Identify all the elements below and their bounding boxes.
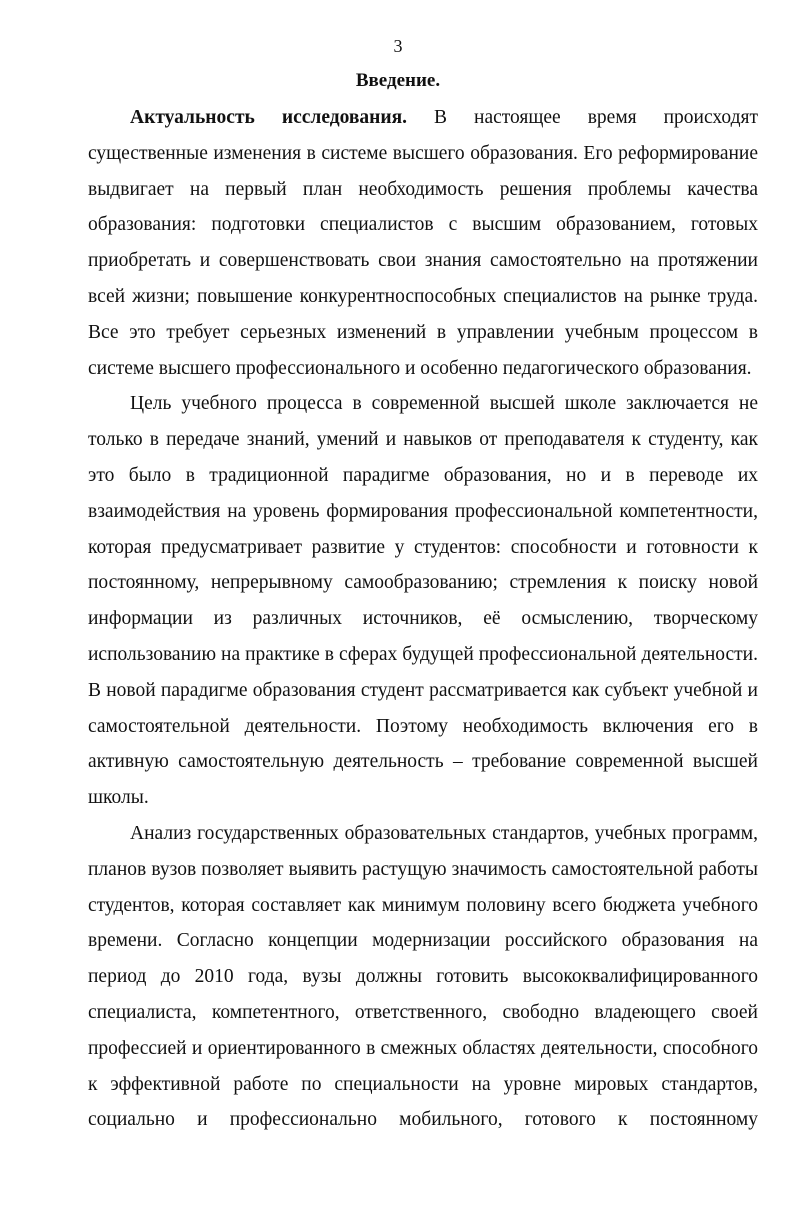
paragraph-text: Цель учебного процесса в современной высшей школе заключается не только в передаче знаний, умений и навыков от преподавателя к студенту, как это было в традиционной парадигме образования, но и в переводе их взаимодействия на уровень формирования профессиональной компетентности, которая предусматривает развитие у студентов: способности и готовности к постоянному, непрерывному самообразованию; стремления к поиску новой информации из различных источников, её осмыслению, творческому использованию на практике в сферах будущей профессиональной деятельности. В новой парадигме образования студент рассматривается как субъект учебной и самостоятельной деятельности. Поэтому необходимость включения его в активную самостоятельную деятельность – требование современной высшей школы. <box>88 393 758 809</box>
section-heading: Введение. <box>355 70 441 91</box>
paragraph-relevance <box>88 100 758 386</box>
paragraph-goal <box>88 386 758 816</box>
page-number: 3 <box>393 36 403 56</box>
paragraph-text: Анализ государственных образовательных стандартов, учебных программ, планов вузов позволяет выявить растущую значимость самостоятельной работы студентов, которая составляет как минимум половину всего бюджета учебного времени. Согласно концепции модернизации российского образования на период до 2010 года, вузы должны готовить высококвалифицированного специалиста, компетентного, ответственного, свободно владеющего своей профессией и ориентированного в смежных областях деятельности, способного к эффективной работе по специальности на уровне мировых стандартов, социально и профессионально мобильного, готового к постоянному <box>88 822 758 1131</box>
paragraph-analysis <box>88 816 758 1138</box>
paragraph-text: В настоящее время происходят существенные изменения в системе высшего образования. Его реформирование выдвигает на первый план необходимость решения проблемы качества образования: подготовки специалистов с высшим образованием, готовых приобретать и совершенствовать свои знания самостоятельно на протяжении всей жизни; повышение конкурентноспособных специалистов на рынке труда. Все это требует серьезных изменений в управлении учебным процессом в системе высшего профессионального и особенно педагогического образования. <box>88 107 758 379</box>
paragraph-lead: Актуальность исследования. <box>130 107 408 128</box>
body-text <box>88 100 758 1138</box>
